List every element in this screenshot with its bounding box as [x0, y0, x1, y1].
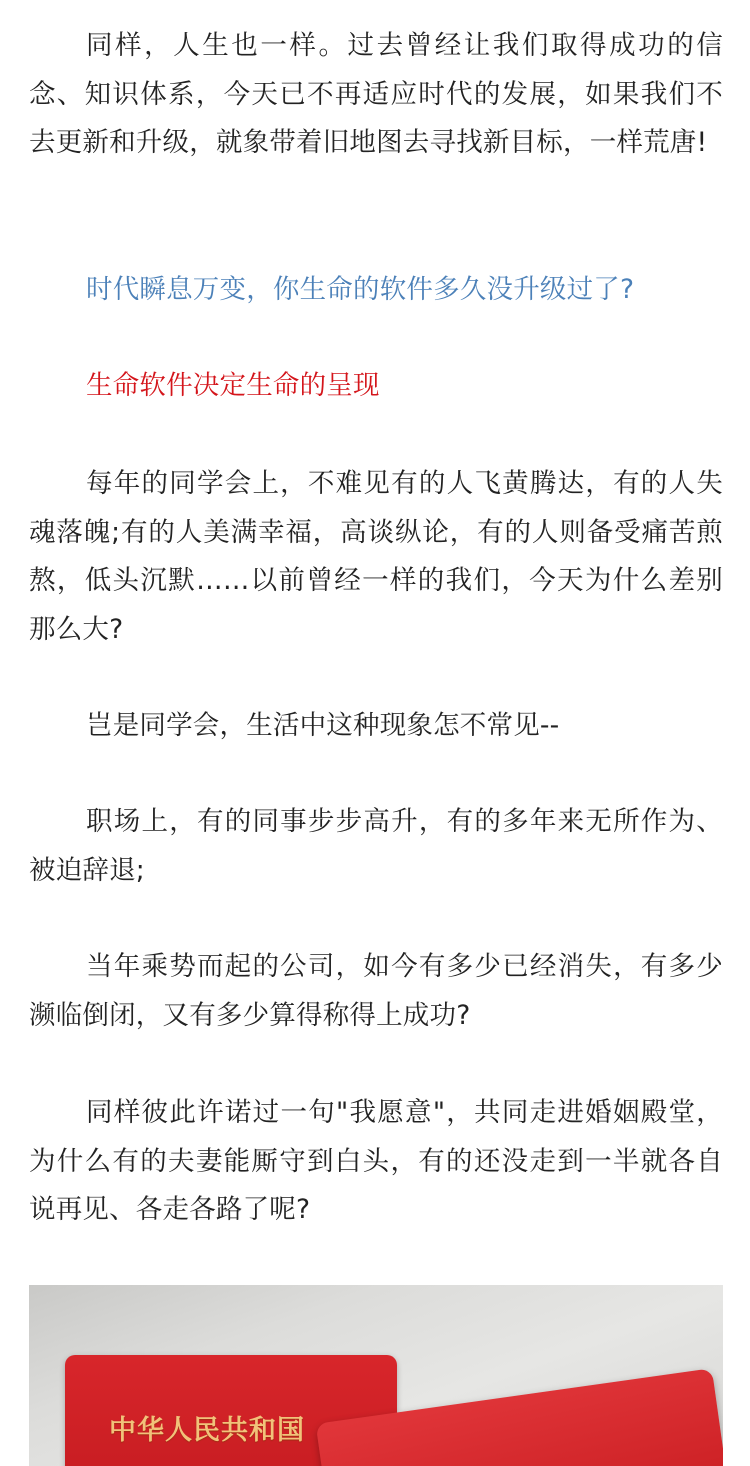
paragraph-common-phenomenon: 岂是同学会，生活中这种现象怎不常见-- [86, 710, 560, 741]
paragraph-class-reunion: 每年的同学会上，不难见有的人飞黄腾达，有的人失魂落魄;有的人美满幸福，高谈纵论，有的人则备受痛苦煎熬，低头沉默……以前曾经一样的我们，今天为什么差别那么大? [29, 468, 723, 645]
section-heading: 生命软件决定生命的呈现 [86, 370, 380, 401]
paragraph-companies: 当年乘势而起的公司，如今有多少已经消失，有多少濒临倒闭，又有多少算得称得上成功? [29, 951, 723, 1031]
certificate-title: 中华人民共和国 [109, 1415, 305, 1446]
paragraph-marriage: 同样彼此许诺过一句"我愿意"，共同走进婚姻殿堂，为什么有的夫妻能厮守到白头，有的还没走到一半就各自说再见、各走各路了呢? [29, 1097, 723, 1225]
paragraph-workplace: 职场上，有的同事步步高升，有的多年来无所作为、被迫辞退; [29, 806, 723, 886]
paragraph-old-map: 同样，人生也一样。过去曾经让我们取得成功的信念、知识体系，今天已不再适应时代的发展，如果我们不去更新和升级，就象带着旧地图去寻找新目标，一样荒唐! [29, 30, 723, 158]
highlight-question: 时代瞬息万变，你生命的软件多久没升级过了? [86, 274, 635, 305]
marriage-certificate-photo [29, 1285, 723, 1466]
